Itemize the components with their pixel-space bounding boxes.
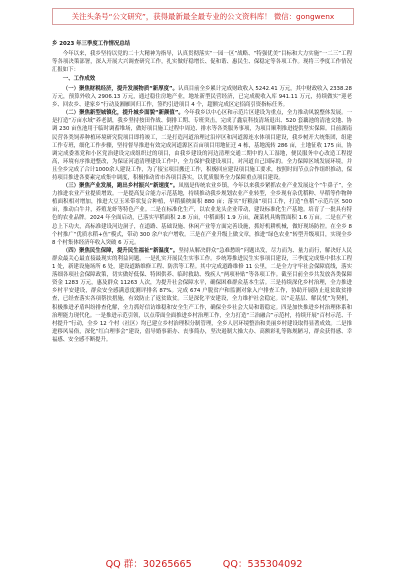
promo-banner: 关注头条号“公文研究”，获得最新最全最专业的公文资料库！ 微信：gongwenx bbox=[52, 8, 354, 25]
subheading-industry: （三）聚焦产业发展，跑出乡村振兴“新速度”。 bbox=[62, 183, 179, 190]
qq-group: QQ 群：30265665 bbox=[105, 559, 192, 570]
paragraph-livelihood-text: 坚持从解决群众“急难愁盼”问题出发，尽力而为、量力而行，解决好人民群众最关心最直接最现实的利益问题。一是扎实开展民生实事工作。乡统筹推进民生实事项目建设，三季度完成集中供水工程 1 处，新建设施场所 6 处，建设道路维修工程、防洪等工程。其中完成道路维修 11 公里，二是全力守牢社会保障底线，落实落细各项社会保障政策，切实做好低保、特困供养、临时救助、残疾人“两项补贴”等各项工作。截至目前全乡共发放各类保障资金 1283 万元，惠及群众 11263 人次，为提升社会保障水平，确保困难群众基本生活。三是持续深化乡村治理，全力推进乡村平安建设，群众安全感满意度测评排名 87%。完成 674 户脱贫户和监测对象入户排查工作，协助开展防止返贫致贫排查，已经查落实各项帮扶措施，有效防止了返贫致贫。三是深化平安建设，全力维护社会稳定。以“走基层、解民忧”为契机，积极推进矛盾纠纷排查化解，全力抓好信访维稳和安全生产工作，确保全乡社会大局和谐稳定。四是加快推进乡村治理体系和治理能力现代化。一是推进示范引领，以点带面全面推进乡村治理工作，全力打造“三治融合”示范村，持续开展“百村示范、千村提升”行动，全乡 12 个村（社区）均已建立乡村治理积分制管理，全乡人居环境整治和美丽乡村建设取得显著成效。二是推进移风易俗，深化“红白理事会”建设，倡导婚事新办、丧事简办，坚决遏制大操大办、高额彩礼等陈规陋习，群众获得感、幸福感、安全感不断提升。 bbox=[52, 247, 352, 343]
section-heading: 一、工作成效 bbox=[62, 76, 96, 83]
subheading-urbanization: （二）聚焦新型城镇化，提升城乡面貌“新颜值”。 bbox=[62, 110, 184, 117]
subheading-livelihood: （四）聚焦民生保障，提升民生福祉“新温度”。 bbox=[62, 247, 179, 254]
paragraph-urbanization-text: 今年我乡以中心区和示范片区建设为重点，全力推动风貌整体发展。一是打造“万亩水域”养老湖，我乡坚持按田作战、倒排工期、专班突击，完成了鑫宸科技清场退出、520 套藕池的清池交地、协调 230 亩鱼池用于临时调蓄堆场，做好项目施工过程中周边、排水等各类服务事项，为项目顺利推进提供坚实保障。目前湖南民营各类饲养种植环境研究院项目即将竣工，二是打造河道治理过沿岸区和河道源连水体项目建设，我乡树开大统集团，组建工作专班，细化工作步骤，坚持督导推进有效完成河道源区百亩项目用地征迁 4 栋，基地流转 286 亩，土地征收 175 亩，协调完成委塞党和小区党治建设完成组织过的项目，由我乡建设的河边清理交通二期中的人工湿地，便民服务中心改造工程提高，环境有序推进整改，为保证河道清理建设工作中，全力保护我建设项目，对河道自己国际的。全力保障区域发展环境，并且全乡完成了合计1000余人建设工作，为了接宝项目搬迁工作，积极回应建设项目施工要求，按照时间节点合作组织推动，保持项目推进各要素完成集中调度，积极推动省市各项目落实，以优质服务全力保障重点项目建设。 bbox=[52, 110, 352, 181]
paragraph-finance bbox=[52, 85, 352, 109]
paragraph-livelihood bbox=[52, 247, 352, 344]
paragraph-urbanization bbox=[52, 109, 352, 182]
subheading-finance: （一）聚焦财税经济，提升发展物质“新厚度”。 bbox=[62, 85, 178, 92]
paragraph-industry-text: 凤凰是传统农业乡镇，今年以来我乡紧抓农业产业发展这个“牛鼻子”，全力推进农业产业提质增效。一是提高复合能力示范基地，持续推动我乡规划农业产业转型，全乡现有杂优稻种、早稻等作物种植面积相对增加，推进大豆玉米带状复合种植，早稻插秧面积 880 亩；落实“好粮油”项目工作，打造“鱼稻”示范片区 500 亩，推动白牛井，养殖龙虾等特色产业。二是在标准化生产，以农业龙头企业带动，建设标准化生产基地。培育了一批具有特色的农业品牌。2024 年全面启动，已落实早稻面积 2.8 万亩，中稻面积 1.9 万亩，蔬菜机具购置面积 1.6 万亩。二是在产业总上下功夫，高标准建设河边洞子，在道路、基础设施、休闲产业等方面完善设施，抓好机耕机械，做好现场防控。在全乡 8 个村推广“优质水稻+鱼”模式，带动 300 余户农户增收。三是在产业升级上做文章，推进“绿色农业”转型升级项目，实现全乡 8 个村集体经济年收入突破 6 万元。 bbox=[52, 183, 352, 246]
document-title: 乡 2023 年三季度工作情况总结 bbox=[52, 41, 131, 47]
qq-number: QQ：535304092 bbox=[222, 559, 303, 570]
paragraph-industry bbox=[52, 182, 352, 247]
document-body bbox=[52, 40, 352, 344]
contact-footer bbox=[0, 556, 408, 570]
paragraph-finance-text: 认真目前全乡累计完成财政收入 5242.41 万元，其中财政收入 2338.28 万元，预算外收入 2906.13 万元，通过稳住房地产业，地址新型民营经济，已完成税收入库 941.11 万元，持续做实“迎老乡、回农乡、建家乡”行动及湘雁回归工作，签约引进项目 4 个，超额完成区定招商引资指标任务。 bbox=[52, 85, 352, 109]
intro-paragraph: 今年以来，我乡坚持以党的二十大精神为指导，认真贯彻落实“一园一区”战略、“特强优美”目标和大力实施“一二三”工程等各项决策部署，深入开展大兴调查研究工作，扎实做好稳增长、促和谐、惠民生、保稳定等各项工作。现将三季度工作情况汇报如下： bbox=[52, 50, 352, 73]
